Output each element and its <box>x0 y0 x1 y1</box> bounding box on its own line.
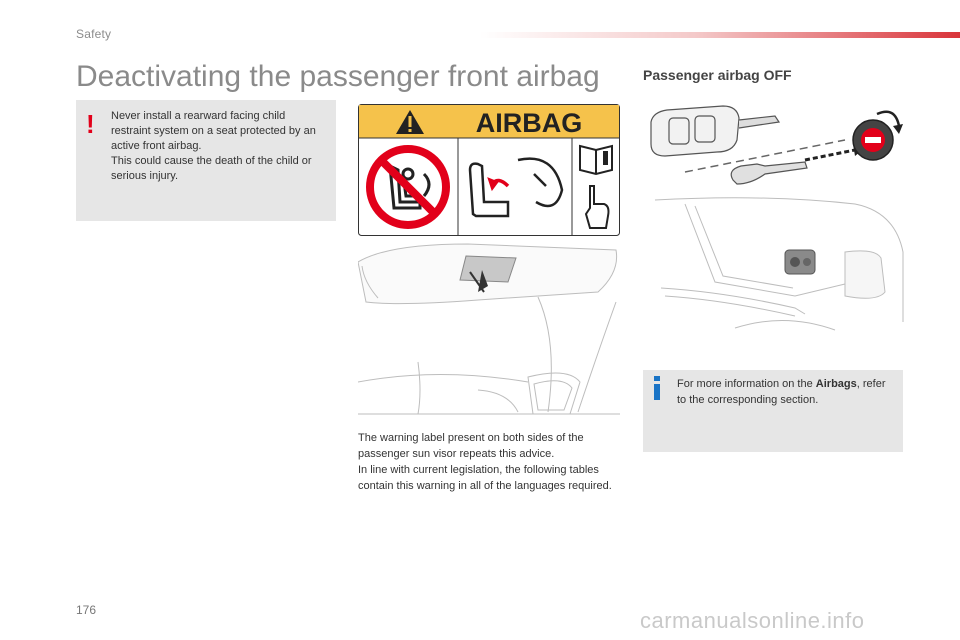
info-text-prefix: For more information on the <box>677 378 816 390</box>
airbag-label-text: AIRBAG <box>475 108 583 138</box>
key-switch-slot-icon <box>785 250 815 274</box>
glovebox-illustration <box>645 192 905 332</box>
key-blade-icon <box>731 162 807 184</box>
airbags-reference: Airbags <box>815 378 857 390</box>
body-text <box>358 430 620 494</box>
header-accent-bar <box>480 32 960 38</box>
prohibited-child-seat-icon <box>370 149 446 225</box>
page-number: 176 <box>76 603 97 617</box>
exclamation-icon: ! <box>86 109 95 139</box>
body-paragraph: The warning label present on both sides of the passenger sun visor repeats this advice. <box>358 432 584 460</box>
visor-warning-label <box>460 256 516 282</box>
airbag-warning-label <box>358 104 620 236</box>
info-text <box>677 376 897 408</box>
info-text-suffix: , refer to the corresponding section. <box>677 378 886 406</box>
page-title: Deactivating the passenger front airbag <box>76 60 600 93</box>
sun-visor-illustration <box>358 242 620 417</box>
key-illustration <box>645 100 905 192</box>
warning-line: Never install a rearward facing child restraint system on a seat protected by an active front airbag. <box>111 110 316 152</box>
warning-text <box>111 109 326 184</box>
airbag-switch-icon <box>853 120 893 160</box>
subsection-title: Passenger airbag OFF <box>643 67 792 83</box>
watermark: carmanualsonline.info <box>640 608 865 633</box>
section-label: Safety <box>76 27 112 41</box>
body-paragraph: In line with current legislation, the following tables contain this warning in all of the languages required. <box>358 464 612 492</box>
info-icon <box>652 376 662 400</box>
warning-line: This could cause the death of the child or serious injury. <box>111 155 312 182</box>
